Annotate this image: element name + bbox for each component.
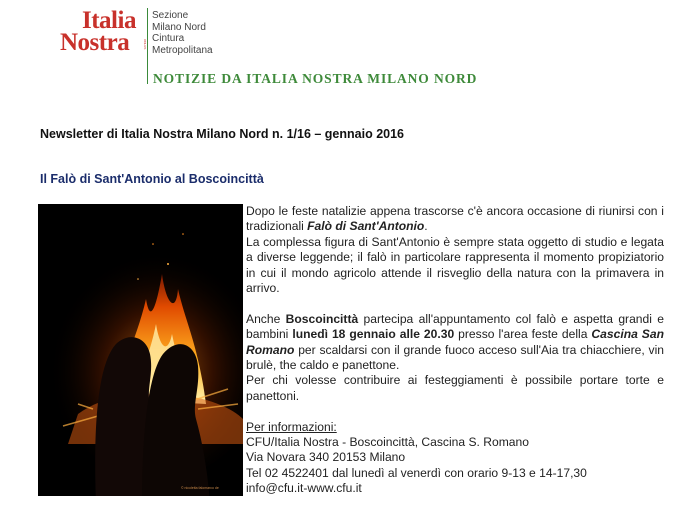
newsletter-title: Newsletter di Italia Nostra Milano Nord n. 1/16 – gennaio 2016 [40,127,404,141]
info-contact-link[interactable]: info@cfu.it-www.cfu.it [246,481,362,496]
spacer [246,404,664,419]
emphasis-falo: Falò di Sant'Antonio [307,219,425,234]
spacer [246,296,664,311]
header-divider [147,8,148,84]
paragraph-history: La complessa figura di Sant'Antonio è sempre stata oggetto di studio e legata a diverse leggende; il falò in particolare rappresenta il momento propiziatorio in cui il mondo agricolo attende il risveglio della natura con la primavera in arrivo. [246,234,664,296]
section-line: Milano Nord [152,21,206,33]
info-line: Tel 02 4522401 dal lunedì al venerdì con orario 9-13 e 14-17,30 [246,465,587,480]
info-label: Per informazioni: [246,419,337,434]
text-span: . [424,219,428,234]
logo-word-nostra: Nostra [60,29,130,56]
paragraph-contribute: Per chi volesse contribuire ai festeggiamenti è possibile portare torte e panettoni. [246,373,664,403]
section-line: Metropolitana [152,44,213,56]
info-line: Via Novara 340 20153 Milano [246,450,406,465]
paragraph-event [246,312,664,374]
bonfire-illustration [38,204,243,496]
photo-credit: © nicoletta falomarco de [181,486,219,490]
section-name [152,10,213,56]
bold-boscoincitta: Boscoincittà [285,311,359,326]
logo-onlus-mark: ONLUS [143,39,147,50]
text-span: per scaldarsi con il grande fuoco acceso sull'Aia tra chiacchiere, vin brulè, the caldo e panettone. [246,342,664,373]
info-line: CFU/Italia Nostra - Boscoincittà, Cascina S. Romano [246,435,529,450]
bonfire-photo [38,204,243,496]
article-title: Il Falò di Sant'Antonio al Boscoincittà [40,172,264,186]
bold-event-date: lunedì 18 gennaio alle 20.30 [292,327,455,342]
logo-word-italia: Italia [82,7,136,34]
section-line: Sezione [152,10,189,21]
paragraph-intro [246,204,664,235]
emphasis-cascina: Cascina San Romano [246,327,664,357]
text-span: presso l'area feste della [454,327,592,342]
text-span: Anche [246,311,286,326]
section-line: Cintura [152,33,185,44]
article-body [246,204,664,497]
newsletter-banner: NOTIZIE DA ITALIA NOSTRA MILANO NORD [153,71,478,86]
italia-nostra-logo [60,8,150,56]
text-span: Dopo le feste natalizie appena trascorse c'è ancora occasione di riunirsi con i tradizionali [246,204,664,234]
text-span: partecipa all'appuntamento col falò e aspetta grandi e bambini [246,311,664,342]
